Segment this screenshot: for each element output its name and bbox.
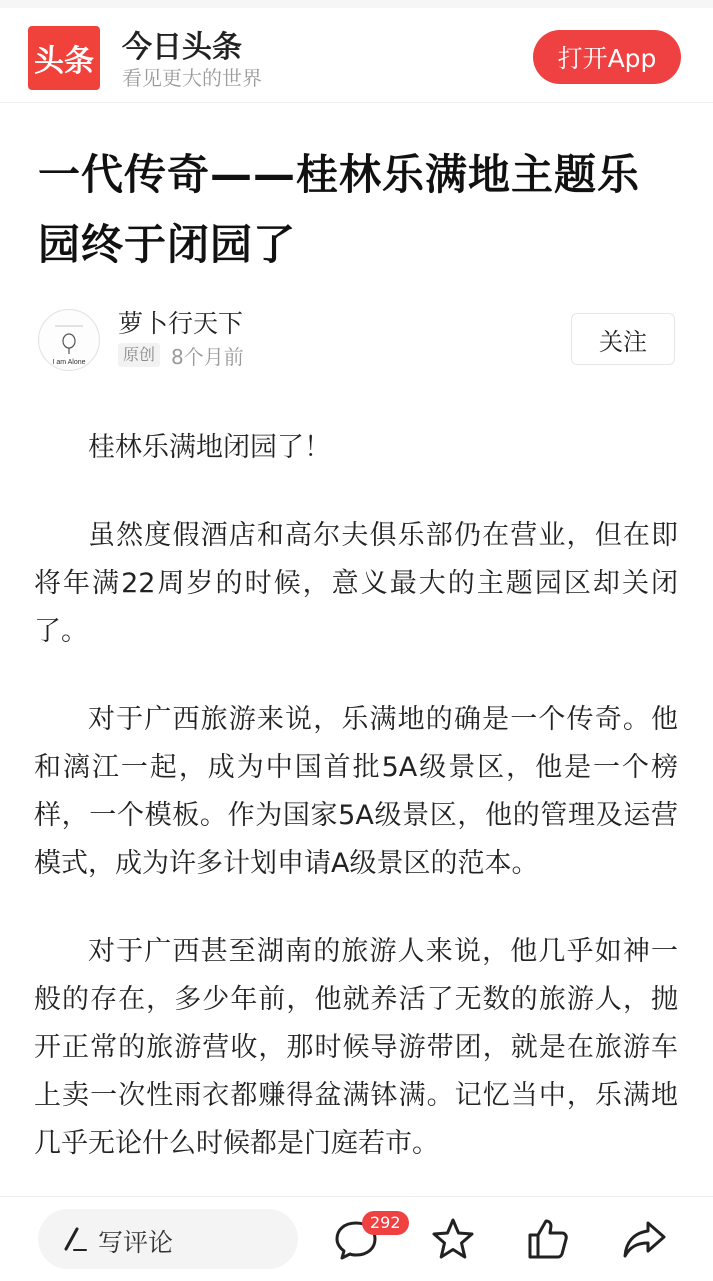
thumbs-up-icon[interactable] xyxy=(524,1215,572,1263)
article-paragraph: 对于广西旅游来说，乐满地的确是一个传奇。他和漓江一起，成为中国首批5A级景区，他是一个榜样，一个模板。作为国家5A级景区，他的管理及运营模式，成为许多计划申请A级景区的范本。 xyxy=(34,704,678,879)
star-icon[interactable] xyxy=(429,1215,477,1263)
write-comment-input[interactable] xyxy=(38,1209,298,1269)
pen-icon xyxy=(60,1225,88,1253)
comment-count-badge: 292 xyxy=(362,1211,409,1235)
article-paragraph: 虽然度假酒店和高尔夫俱乐部仍在营业，但在即将年满22周岁的时候，意义最大的主题园区却关闭了。 xyxy=(34,520,678,647)
write-comment-label: 写评论 xyxy=(98,1228,174,1257)
article-body xyxy=(34,424,678,1199)
original-badge: 原创 xyxy=(118,343,160,367)
article-title: 一代传奇——桂林乐满地主题乐园终于闭园了 xyxy=(38,150,641,269)
app-name: 今日头条 xyxy=(122,30,242,65)
avatar-caption: I am Alone xyxy=(52,359,86,366)
app-slogan: 看见更大的世界 xyxy=(122,66,262,90)
article-paragraph: 对于广西甚至湖南的旅游人来说，他几乎如神一般的存在，多少年前，他就养活了无数的旅游人，抛开正常的旅游营收，那时候导游带团，就是在旅游车上卖一次性雨衣都赚得盆满钵满。记忆当中，乐满地几乎无论什么时候都是门庭若市。 xyxy=(34,936,678,1159)
bottom-action-bar xyxy=(0,1196,713,1281)
article-paragraph: 桂林乐满地闭园了！ xyxy=(88,432,331,463)
open-app-button[interactable]: 打开App xyxy=(533,30,681,84)
follow-button[interactable]: 关注 xyxy=(571,313,675,365)
logo-text: 头条 xyxy=(34,44,94,79)
author-avatar[interactable] xyxy=(38,309,100,371)
status-strip xyxy=(0,0,713,8)
avatar-drawing xyxy=(39,310,99,370)
share-icon[interactable] xyxy=(620,1215,668,1263)
app-header xyxy=(0,8,713,103)
author-name[interactable]: 萝卜行天下 xyxy=(118,309,244,338)
publish-time: 8个月前 xyxy=(171,345,244,369)
toutiao-logo[interactable] xyxy=(28,26,100,90)
